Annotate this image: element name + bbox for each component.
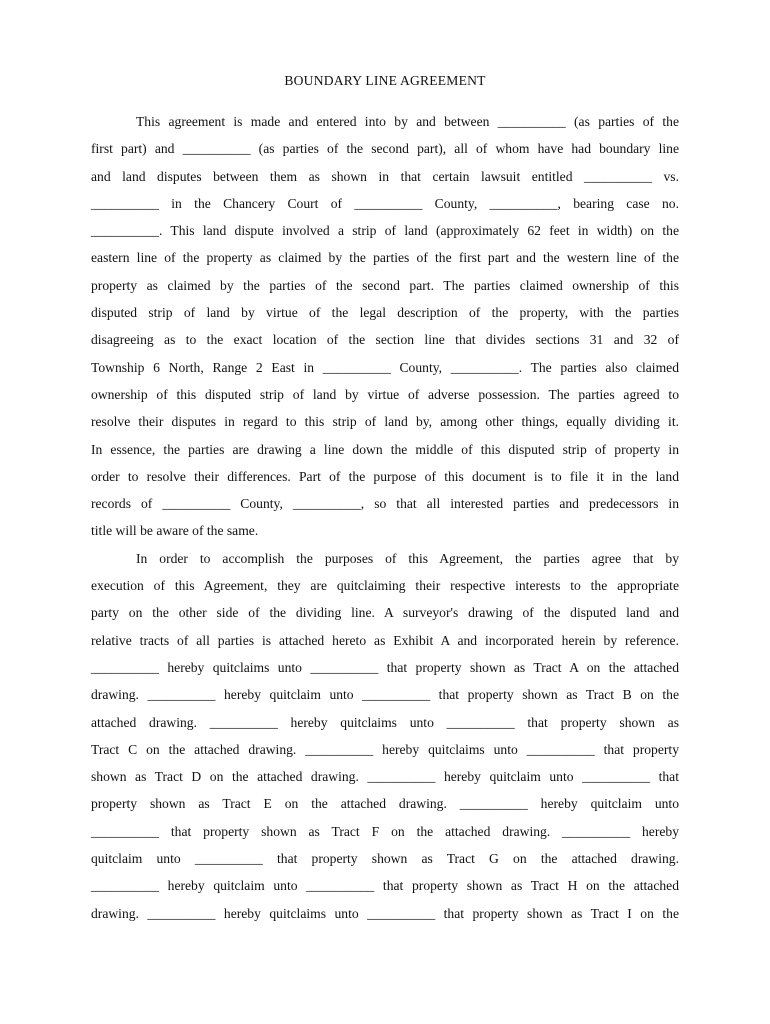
text-line: disputed strip of land by virtue of the legal description of the property, with the parties — [91, 305, 679, 321]
text-line: property shown as Tract E on the attached drawing. __________ hereby quitclaim unto — [91, 796, 679, 812]
text-line: title will be aware of the same. — [91, 523, 259, 539]
text-line: __________. This land dispute involved a strip of land (approximately 62 feet in width) on the — [91, 223, 679, 239]
text-line: execution of this Agreement, they are quitclaiming their respective interests to the appropriate — [91, 578, 679, 594]
text-line: In order to accomplish the purposes of this Agreement, the parties agree that by — [136, 550, 679, 566]
text-line: Township 6 North, Range 2 East in __________ County, __________. The parties also claimed — [91, 359, 679, 375]
text-line: __________ hereby quitclaims unto __________ that property shown as Tract A on the attached — [91, 659, 679, 675]
text-line: ownership of this disputed strip of land by virtue of adverse possession. The parties agreed to — [91, 386, 679, 402]
document-body — [91, 108, 679, 927]
text-line: records of __________ County, __________, so that all interested parties and predecessors in — [91, 496, 679, 512]
text-line: resolve their disputes in regard to this strip of land by, among other things, equally dividing it. — [91, 414, 679, 430]
document-title: BOUNDARY LINE AGREEMENT — [284, 73, 486, 88]
text-line: disagreeing as to the exact location of the section line that divides sections 31 and 32 of — [91, 332, 679, 348]
text-line: Tract C on the attached drawing. __________ hereby quitclaims unto __________ that property — [91, 741, 679, 757]
text-line: property as claimed by the parties of the second part. The parties claimed ownership of this — [91, 277, 679, 293]
text-line: party on the other side of the dividing line. A surveyor's drawing of the disputed land and — [91, 605, 679, 621]
text-line: drawing. __________ hereby quitclaim unto __________ that property shown as Tract B on the — [91, 687, 679, 703]
text-line: quitclaim unto __________ that property shown as Tract G on the attached drawing. — [91, 851, 679, 867]
text-line: __________ hereby quitclaim unto __________ that property shown as Tract H on the attached — [91, 878, 679, 894]
text-line: attached drawing. __________ hereby quitclaims unto __________ that property shown as — [91, 714, 679, 730]
text-line: and land disputes between them as shown in that certain lawsuit entitled __________ vs. — [91, 168, 679, 184]
text-line: shown as Tract D on the attached drawing. __________ hereby quitclaim unto __________ that — [91, 769, 679, 785]
text-line: drawing. __________ hereby quitclaims unto __________ that property shown as Tract I on the — [91, 905, 679, 921]
text-line: relative tracts of all parties is attached hereto as Exhibit A and incorporated herein by reference. — [91, 632, 679, 648]
text-line: __________ in the Chancery Court of __________ County, __________, bearing case no. — [91, 195, 679, 211]
text-line: In essence, the parties are drawing a line down the middle of this disputed strip of property in — [91, 441, 679, 457]
text-line: order to resolve their differences. Part of the purpose of this document is to file it in the land — [91, 468, 679, 484]
text-line: This agreement is made and entered into by and between __________ (as parties of the — [136, 114, 679, 129]
text-line: eastern line of the property as claimed by the parties of the first part and the western line of the — [91, 250, 679, 266]
text-line: __________ that property shown as Tract F on the attached drawing. __________ hereby — [91, 823, 679, 839]
text-line: first part) and __________ (as parties of the second part), all of whom have had boundary line — [91, 141, 679, 157]
